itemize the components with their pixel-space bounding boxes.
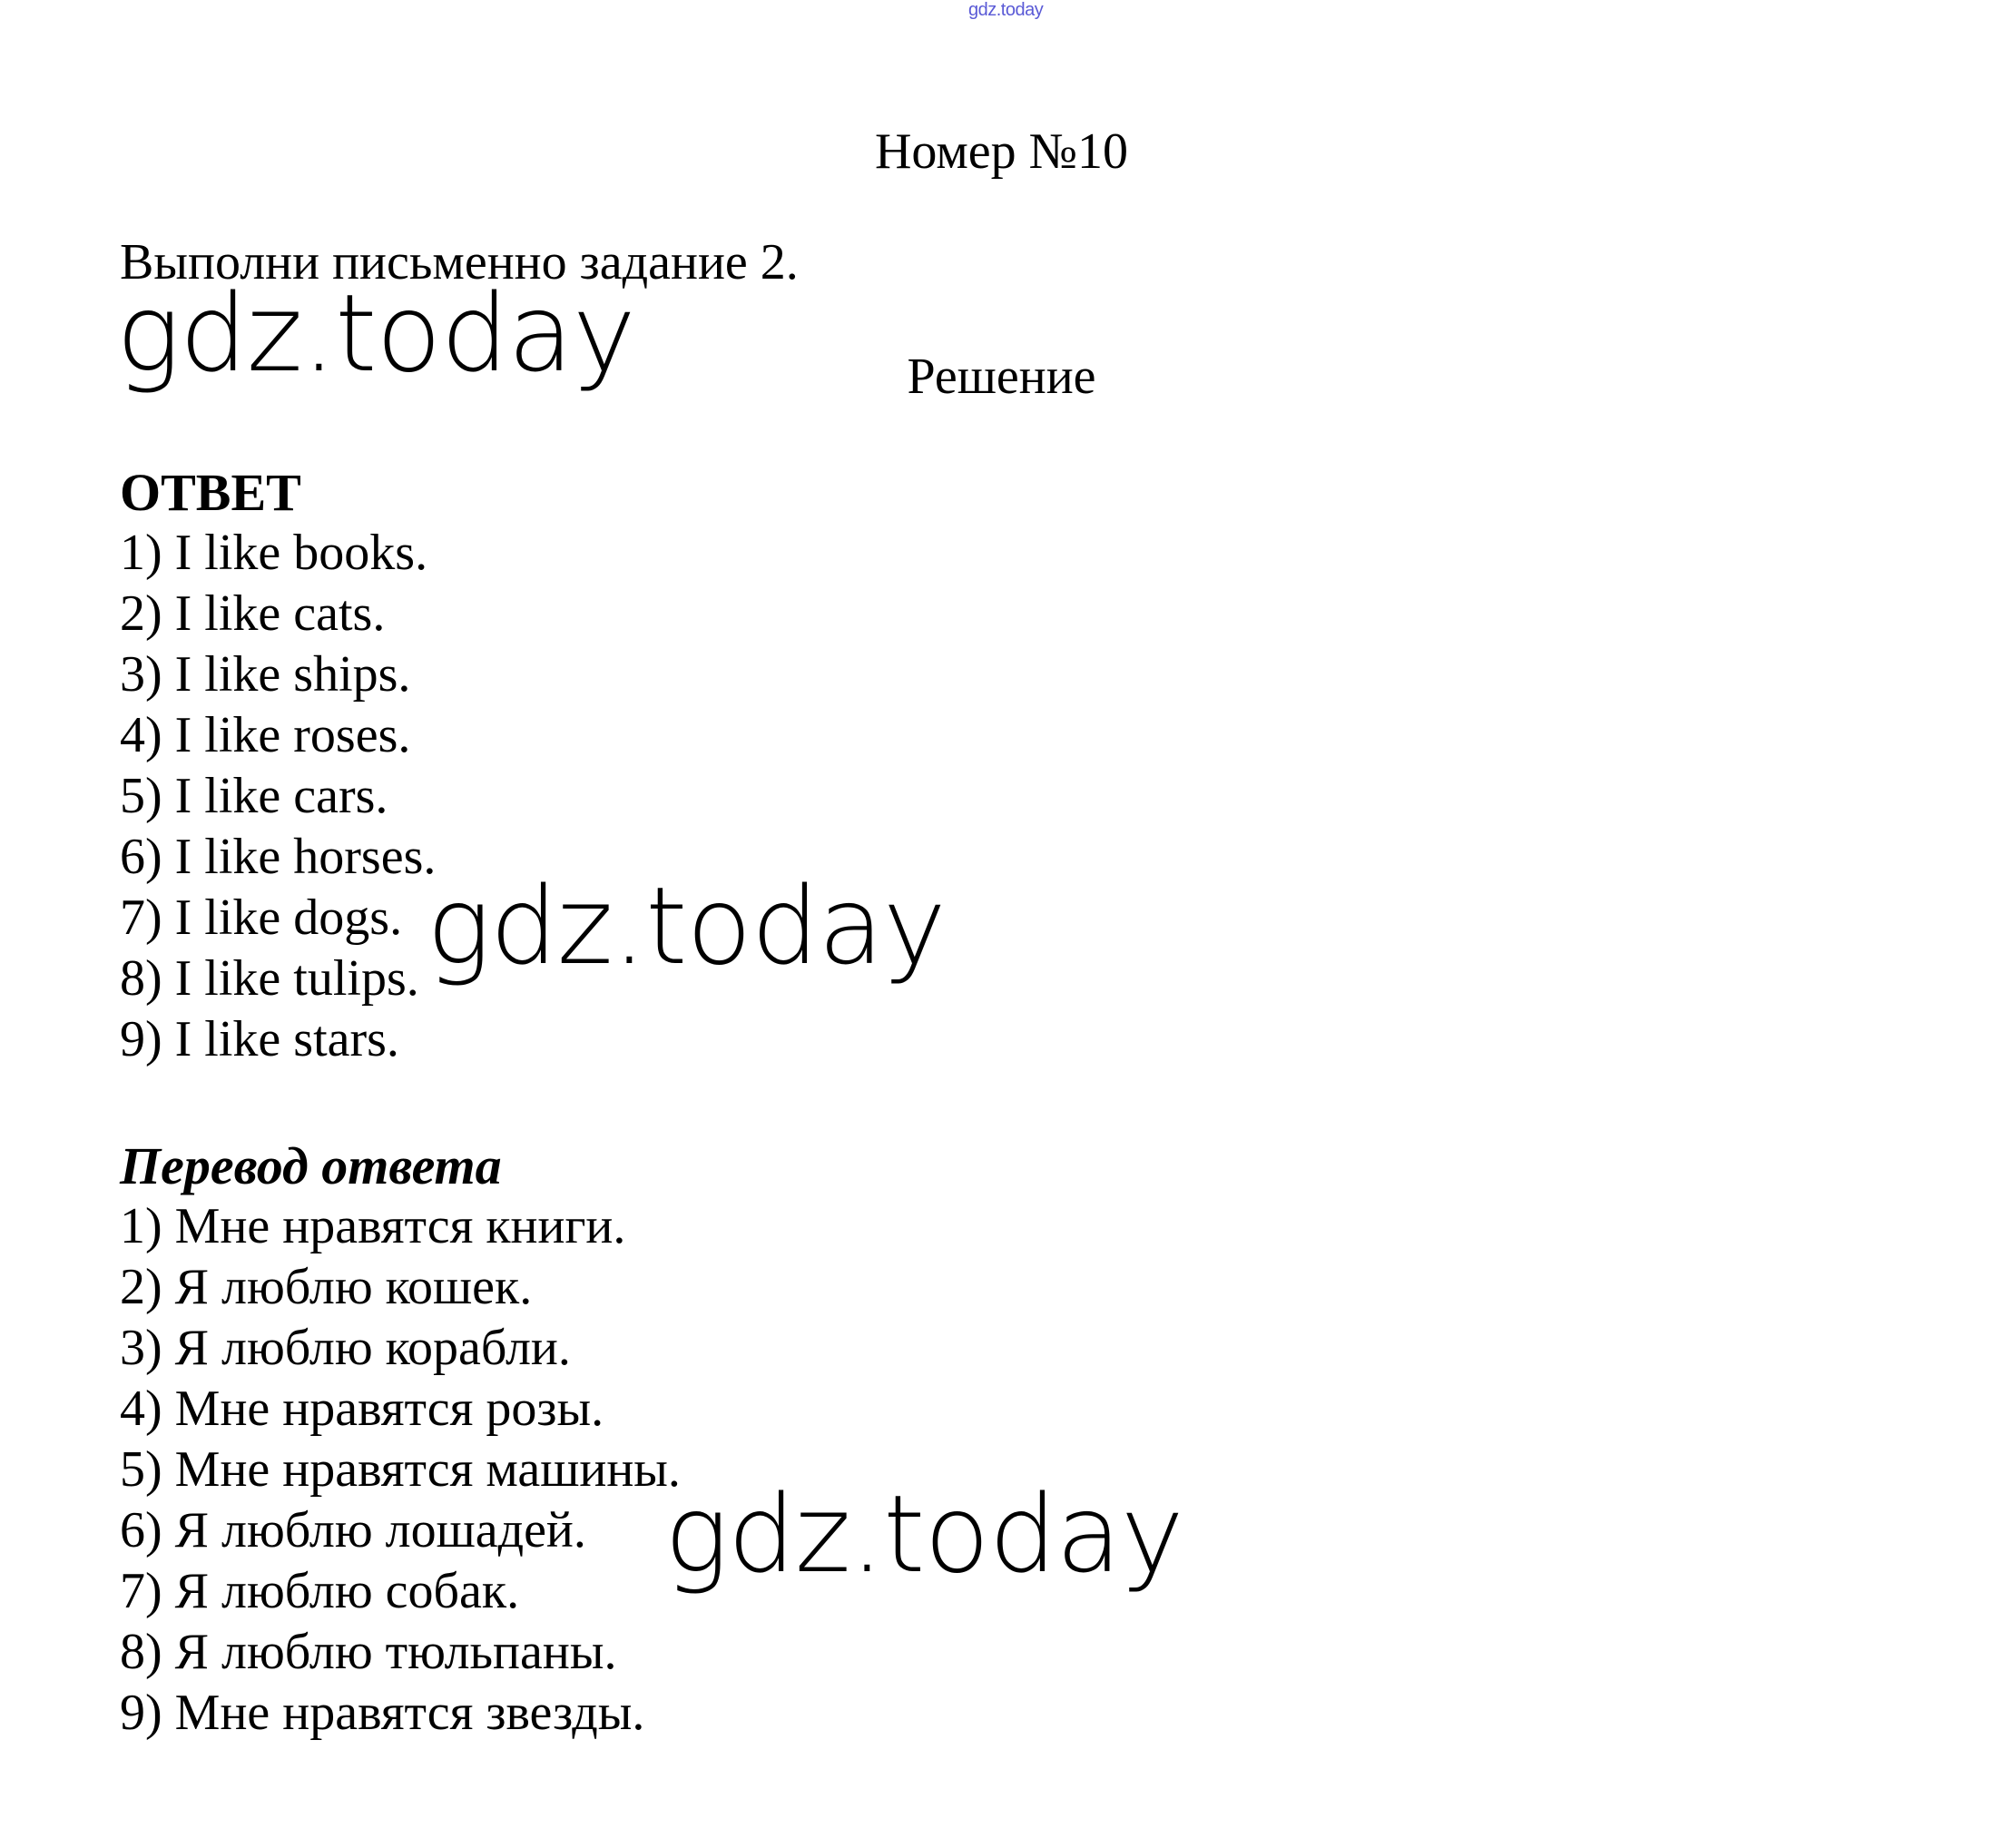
- translation-item: 5) Мне нравятся машины.: [120, 1441, 681, 1498]
- watermark-logo: gdz.today: [427, 863, 946, 988]
- answer-item: 3) I like ships.: [120, 646, 411, 703]
- watermark-logo: gdz.today: [116, 270, 635, 396]
- translation-title: Перевод ответа: [120, 1136, 502, 1195]
- solution-heading: Решение: [907, 349, 1096, 405]
- translation-item: 3) Я люблю корабли.: [120, 1320, 571, 1376]
- translation-item: 7) Я люблю собак.: [120, 1563, 520, 1619]
- translation-item: 4) Мне нравятся розы.: [120, 1381, 604, 1437]
- task-text: Выполни письменно задание 2.: [120, 234, 799, 290]
- watermark-logo: gdz.today: [664, 1471, 1183, 1597]
- answer-item: 7) I like dogs.: [120, 890, 403, 946]
- translation-item: 8) Я люблю тюльпаны.: [120, 1624, 617, 1680]
- answer-item: 4) I like roses.: [120, 707, 411, 763]
- answer-item: 9) I like stars.: [120, 1011, 399, 1067]
- translation-item: 9) Мне нравятся звезды.: [120, 1685, 645, 1741]
- translation-item: 2) Я люблю кошек.: [120, 1259, 533, 1315]
- answer-list: [120, 523, 436, 1070]
- answer-item: 2) I like cats.: [120, 585, 386, 642]
- page-title: Номер №10: [874, 123, 1129, 180]
- translation-item: 6) Я люблю лошадей.: [120, 1502, 586, 1558]
- answer-item: 8) I like tulips.: [120, 950, 419, 1007]
- translation-item: 1) Мне нравятся книги.: [120, 1198, 626, 1254]
- answer-item: 5) I like cars.: [120, 768, 388, 824]
- translation-list: [120, 1196, 681, 1744]
- answer-title: ОТВЕТ: [120, 463, 301, 522]
- site-link[interactable]: gdz.today: [968, 0, 1044, 20]
- answer-item: 1) I like books.: [120, 525, 428, 581]
- answer-item: 6) I like horses.: [120, 829, 437, 885]
